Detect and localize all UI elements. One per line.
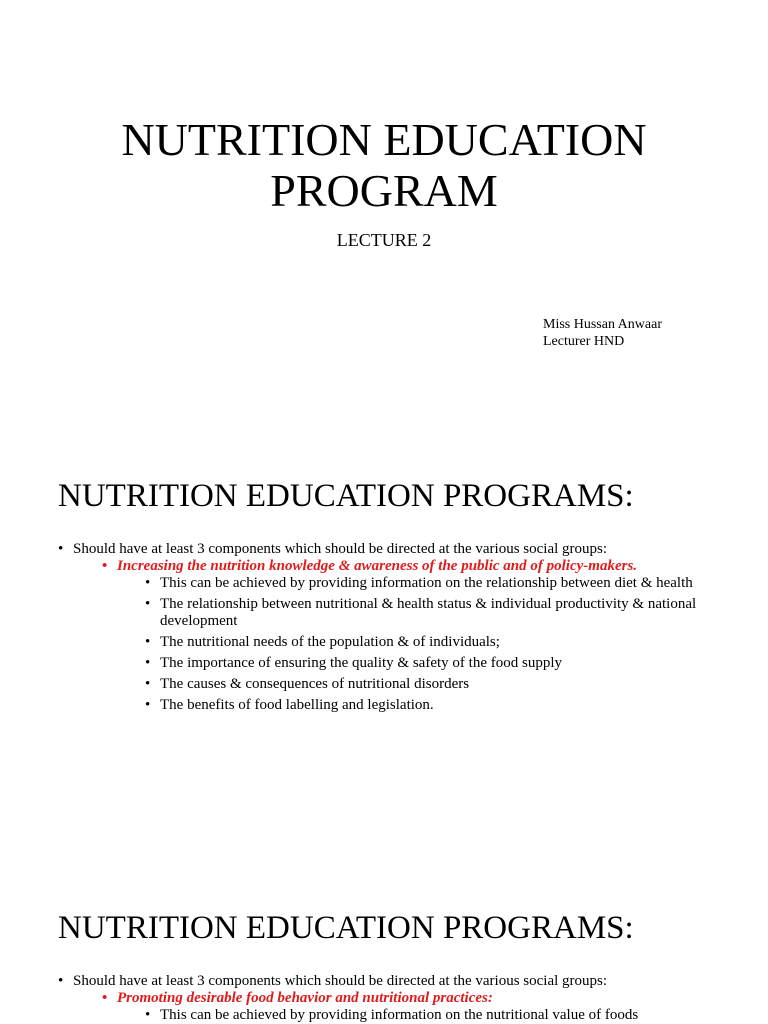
component-list [88,990,718,1024]
bullet-list [58,973,718,1024]
title-slide [0,0,768,432]
list-item: • The causes & consequences of nutritional disorders [160,676,718,693]
bullet-list [58,541,718,714]
slide-content [58,973,718,1024]
content-slide-3 [0,864,768,1024]
point-list [145,1007,718,1024]
presentation-title [0,114,768,216]
component-item [117,558,718,714]
author-name: Miss Hussan Anwaar [543,317,662,332]
content-slide-2 [0,432,768,864]
component-item [117,990,718,1024]
intro-text: Should have at least 3 components which should be directed at the various social groups: [73,541,608,557]
author-block [543,316,662,350]
intro-text: Should have at least 3 components which should be directed at the various social groups: [73,973,608,989]
slide-content [58,541,718,718]
lecture-subtitle: LECTURE 2 [336,230,432,250]
slide-heading: NUTRITION EDUCATION PROGRAMS: [58,478,634,514]
point-list [145,575,718,714]
component-text: Increasing the nutrition knowledge & awareness of the public and of policy-makers. [117,558,638,574]
list-item: • The benefits of food labelling and legislation. [160,697,718,714]
list-item-intro [73,973,718,1024]
component-list [88,558,718,714]
slide-heading: NUTRITION EDUCATION PROGRAMS: [58,910,634,946]
title-line-2: PROGRAM [270,165,498,216]
list-item-intro [73,541,718,714]
component-text: Promoting desirable food behavior and nutritional practices: [117,990,493,1006]
list-item: • This can be achieved by providing information on the relationship between diet & health [160,575,718,592]
author-role: Lecturer HND [543,334,625,349]
list-item: • The importance of ensuring the quality & safety of the food supply [160,655,718,672]
list-item: • This can be achieved by providing information on the nutritional value of foods [160,1007,718,1024]
list-item: • The nutritional needs of the population & of individuals; [160,634,718,651]
title-line-1: NUTRITION EDUCATION [121,114,647,165]
list-item: • The relationship between nutritional & health status & individual productivity & national development [160,596,718,630]
